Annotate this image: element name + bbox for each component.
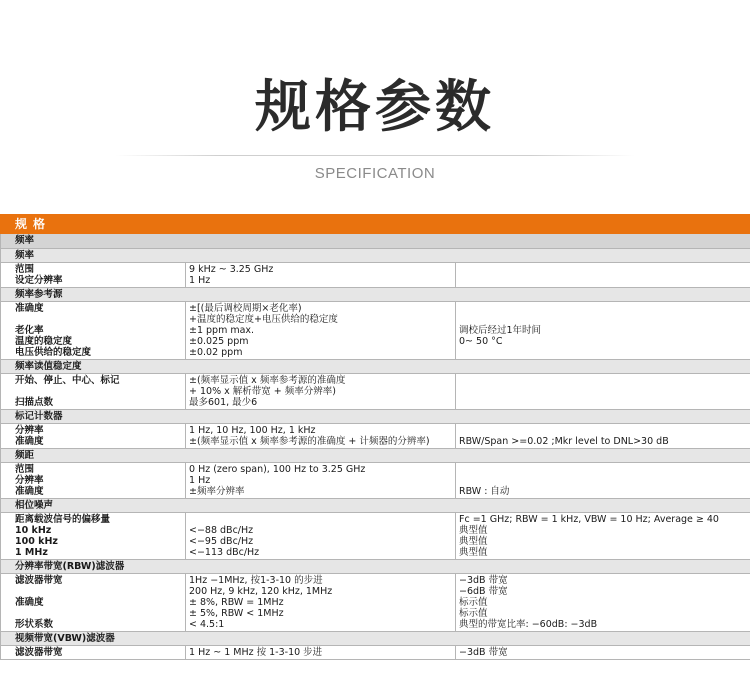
value-cell — [186, 463, 456, 499]
value-line: ±频率分辨率 — [189, 486, 245, 497]
note-line — [459, 303, 747, 314]
param-line: 开始、停止、中心、标记 — [15, 375, 120, 386]
category-label: 频率 — [1, 234, 750, 249]
param-line: 准确度 — [15, 486, 44, 497]
note-line: Fc =1 GHz; RBW = 1 kHz, VBW = 10 Hz; Average ≥ 40 — [459, 514, 719, 525]
page-title: 规格参数 — [255, 75, 495, 140]
note-cell — [456, 463, 750, 499]
section-header-row — [1, 410, 750, 424]
param-line: 准确度 — [15, 436, 44, 447]
param-line: 电压供给的稳定度 — [15, 347, 92, 358]
note-line: RBW : 自动 — [459, 486, 510, 497]
note-cell — [456, 302, 750, 360]
value-cell — [186, 302, 456, 360]
param-line: 老化率 — [15, 325, 44, 336]
section-title: 分辨率带宽(RBW)滤波器 — [1, 560, 750, 574]
value-cell — [186, 574, 456, 632]
section-title: 频距 — [1, 449, 750, 463]
spec-table-body — [1, 215, 750, 660]
note-line: −6dB 带宽 — [459, 586, 508, 597]
note-line — [459, 464, 747, 475]
note-line — [459, 314, 747, 325]
note-line: −3dB 带宽 — [459, 575, 508, 586]
section-title: 视频带宽(VBW)滤波器 — [1, 632, 750, 646]
value-cell — [186, 263, 456, 288]
param-cell — [1, 424, 186, 449]
note-line — [459, 375, 747, 386]
value-line: 200 Hz, 9 kHz, 120 kHz, 1MHz — [189, 586, 333, 597]
section-title: 标记计数器 — [1, 410, 750, 424]
note-line: 典型值 — [459, 547, 488, 558]
param-line: 范围 — [15, 264, 35, 275]
value-cell — [186, 646, 456, 660]
param-cell — [1, 463, 186, 499]
section-header-row — [1, 288, 750, 302]
param-line: 分辨率 — [15, 475, 44, 486]
value-cell — [186, 374, 456, 410]
section-header-row — [1, 249, 750, 263]
value-line: ±1 ppm max. — [189, 325, 255, 336]
table-row — [1, 263, 750, 288]
note-line: RBW/Span >=0.02 ;Mkr level to DNL>30 dB — [459, 436, 669, 447]
param-line: 1 MHz — [15, 547, 48, 558]
note-line — [459, 275, 747, 286]
table-header-row — [1, 215, 750, 234]
section-title: 相位噪声 — [1, 499, 750, 513]
param-line — [15, 386, 182, 397]
table-row — [1, 513, 750, 560]
value-line: ±0.025 ppm — [189, 336, 249, 347]
value-line: ±(频率显示值 x 频率参考源的准确度 + 计频器的分辨率) — [189, 436, 430, 447]
section-header-row — [1, 360, 750, 374]
section-title: 频率读值稳定度 — [1, 360, 750, 374]
param-line: 设定分辨率 — [15, 275, 63, 286]
value-line: +温度的稳定度+电压供给的稳定度 — [189, 314, 338, 325]
value-line: 1 Hz — [189, 275, 211, 286]
param-line: 准确度 — [15, 597, 44, 608]
note-line: 典型值 — [459, 536, 488, 547]
param-line: 分辨率 — [15, 425, 44, 436]
param-line: 范围 — [15, 464, 35, 475]
param-cell — [1, 513, 186, 560]
note-cell — [456, 263, 750, 288]
category-row — [1, 234, 750, 249]
value-line: 最多601, 最少6 — [189, 397, 258, 408]
value-line: ±0.02 ppm — [189, 347, 243, 358]
param-cell — [1, 574, 186, 632]
value-line: 1 Hz ~ 1 MHz 按 1-3-10 步进 — [189, 647, 323, 658]
note-line: 调校后经过1年时间 — [459, 325, 542, 336]
spec-table — [0, 214, 750, 660]
note-line: 典型的带宽比率: −60dB: −3dB — [459, 619, 598, 630]
param-line: 距离载波信号的偏移量 — [15, 514, 111, 525]
param-cell — [1, 646, 186, 660]
note-line — [459, 397, 747, 408]
table-row — [1, 302, 750, 360]
note-cell — [456, 646, 750, 660]
note-line: 标示值 — [459, 597, 488, 608]
value-line — [189, 514, 452, 525]
value-line: ± 5%, RBW < 1MHz — [189, 608, 284, 619]
param-line: 形状系数 — [15, 619, 54, 630]
value-line: 1Hz −1MHz, 按1-3-10 的步进 — [189, 575, 323, 586]
param-line: 100 kHz — [15, 536, 58, 547]
param-line: 准确度 — [15, 303, 44, 314]
note-line: 0~ 50 °C — [459, 336, 503, 347]
table-row — [1, 646, 750, 660]
note-line — [459, 264, 747, 275]
note-cell — [456, 574, 750, 632]
value-line: ±(频率显示值 x 频率参考源的准确度 — [189, 375, 346, 386]
section-header-row — [1, 632, 750, 646]
note-line — [459, 386, 747, 397]
param-cell — [1, 302, 186, 360]
value-line: 0 Hz (zero span), 100 Hz to 3.25 GHz — [189, 464, 366, 475]
value-line: ±[(最后调校周期×老化率) — [189, 303, 302, 314]
note-line: −3dB 带宽 — [459, 647, 508, 658]
value-line: < 4.5:1 — [189, 619, 225, 630]
value-cell — [186, 424, 456, 449]
note-line: 典型值 — [459, 525, 488, 536]
value-line: <−88 dBc/Hz — [189, 525, 254, 536]
param-line — [15, 586, 182, 597]
value-line: 1 Hz, 10 Hz, 100 Hz, 1 kHz — [189, 425, 316, 436]
param-cell — [1, 263, 186, 288]
value-line: 1 Hz — [189, 475, 211, 486]
param-line: 10 kHz — [15, 525, 52, 536]
section-header-row — [1, 499, 750, 513]
value-line: ± 8%, RBW = 1MHz — [189, 597, 284, 608]
section-header-row — [1, 560, 750, 574]
value-line: 9 kHz ~ 3.25 GHz — [189, 264, 274, 275]
param-cell — [1, 374, 186, 410]
section-header-row — [1, 449, 750, 463]
section-title: 频率 — [1, 249, 750, 263]
value-line: <−113 dBc/Hz — [189, 547, 260, 558]
note-cell — [456, 513, 750, 560]
note-cell — [456, 424, 750, 449]
table-row — [1, 374, 750, 410]
param-line: 扫描点数 — [15, 397, 54, 408]
param-line: 滤波器带宽 — [15, 647, 63, 658]
note-line — [459, 475, 747, 486]
note-line — [459, 425, 747, 436]
param-line: 滤波器带宽 — [15, 575, 63, 586]
param-line — [15, 608, 182, 619]
param-line — [15, 314, 182, 325]
note-cell — [456, 374, 750, 410]
note-line: 标示值 — [459, 608, 488, 619]
note-line — [459, 347, 747, 358]
value-line: + 10% x 解析带宽 + 频率分辨率) — [189, 386, 336, 397]
value-line: <−95 dBc/Hz — [189, 536, 254, 547]
value-cell — [186, 513, 456, 560]
title-divider — [115, 155, 635, 156]
param-line: 温度的稳定度 — [15, 336, 73, 347]
section-title: 频率参考源 — [1, 288, 750, 302]
table-row — [1, 424, 750, 449]
table-row — [1, 574, 750, 632]
table-row — [1, 463, 750, 499]
table-header: 规格 — [1, 215, 750, 234]
page-subtitle: SPECIFICATION — [314, 165, 436, 182]
